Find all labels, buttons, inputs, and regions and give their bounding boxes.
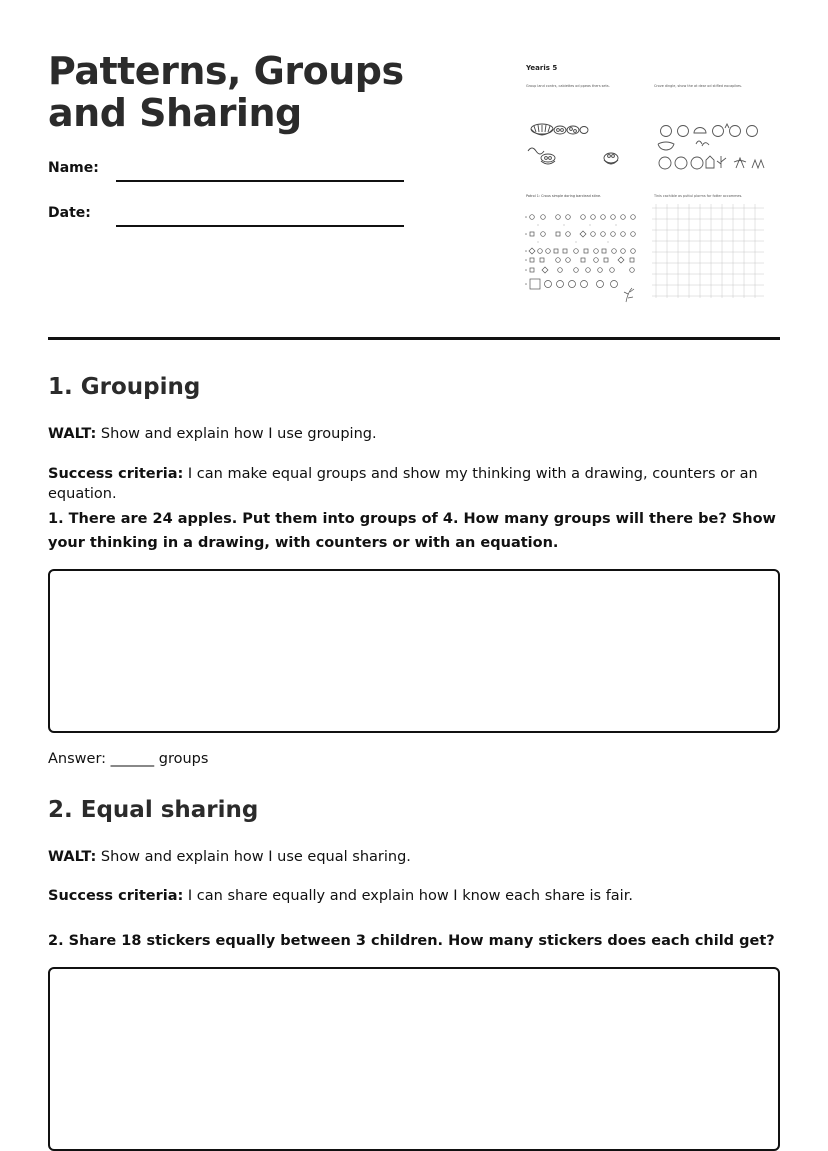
success-criteria-sharing (48, 886, 788, 906)
answer-box-2[interactable] (48, 967, 780, 1151)
fruit-baskets-doodle (528, 124, 618, 164)
name-label: Name: (48, 160, 99, 176)
walt-text: Show and explain how I use equal sharing. (96, 849, 411, 865)
preview-caption-right: Crove dingle, show the at dear od stifled eocapikes. (654, 84, 743, 88)
criteria-label: Success criteria: (48, 888, 184, 904)
question-2: 2. Share 18 stickers equally between 3 children. How many stickers does each child get? (48, 933, 775, 949)
criteria-text: I can share equally and explain how I know each share is fair. (183, 888, 633, 904)
walt-sharing (48, 847, 788, 867)
worksheet-preview-graphic (516, 58, 778, 308)
criteria-label: Success criteria: (48, 466, 184, 482)
walt-label: WALT: (48, 849, 97, 865)
section-heading-grouping: 1. Grouping (48, 374, 201, 400)
preview-caption-left: Group land contrs, cabiettes od ppeas thers sets. (526, 84, 610, 88)
criteria-text: I can make equal groups and show my thinking with a drawing, counters or an equation. (48, 466, 758, 502)
answer-line-1: Answer: ______ groups (48, 751, 209, 767)
worksheet-preview-image (516, 58, 778, 308)
answer-box-1[interactable] (48, 569, 780, 733)
walt-label: WALT: (48, 426, 97, 442)
date-field[interactable] (116, 225, 404, 227)
walt-grouping (48, 424, 788, 444)
preview-caption-bottom-right: Tinis cachible as puttul plorms for fotter accommes. (654, 194, 743, 198)
preview-grid (652, 204, 764, 298)
pattern-number-dots (525, 216, 616, 285)
name-field[interactable] (116, 180, 404, 182)
preview-heading: Yearis 5 (526, 64, 558, 72)
success-criteria-grouping (48, 464, 788, 504)
section-divider (48, 337, 780, 340)
shapes-doodle (658, 124, 764, 169)
preview-caption-bottom-left: Patrol 1: Crous simple doring barclead stine. (526, 194, 602, 198)
date-label: Date: (48, 205, 91, 221)
page-title: Patterns, Groups and Sharing (48, 49, 404, 135)
question-1: 1. There are 24 apples. Put them into groups of 4. How many groups will there be? Show your thinking in a drawing, with counters or with an equation. (48, 511, 776, 551)
walt-text: Show and explain how I use grouping. (96, 426, 377, 442)
pattern-rows-doodle (529, 215, 635, 302)
section-heading-equal-sharing: 2. Equal sharing (48, 797, 259, 823)
